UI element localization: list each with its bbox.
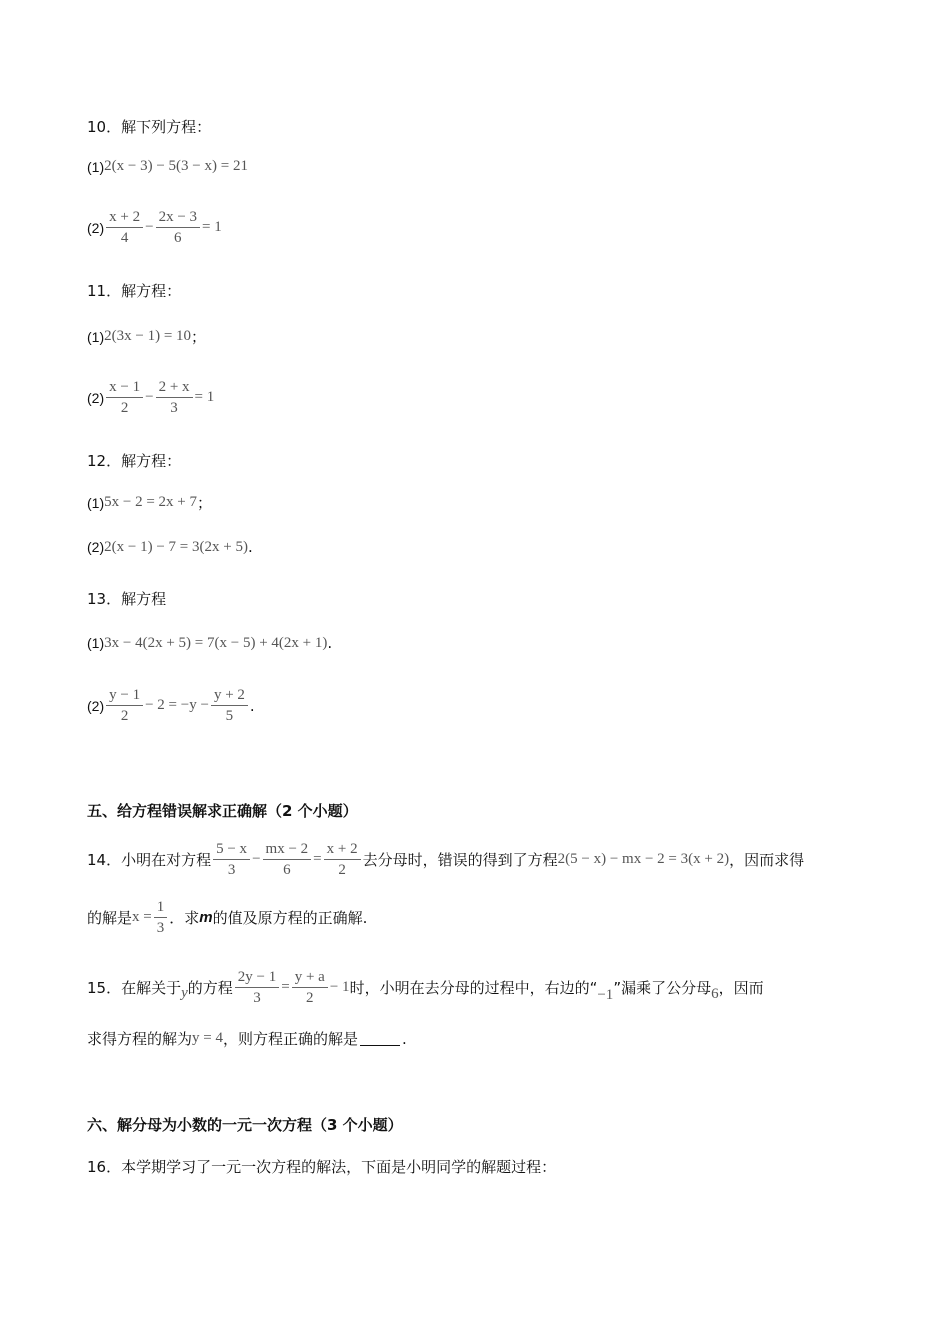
operator: = bbox=[313, 851, 322, 867]
q14-middle: 去分母时，错误的得到了方程 bbox=[362, 851, 558, 869]
fraction: $\frac{x - 1}{2}$ bbox=[106, 378, 143, 417]
fraction: $\frac{y + 2}{5}$ bbox=[211, 686, 248, 725]
q15-mid2: 时，小明在去分母的过程中，右边的“ bbox=[349, 979, 598, 997]
punctuation: ； bbox=[197, 494, 213, 512]
operator: − bbox=[252, 851, 261, 867]
fraction: $\frac{1}{3}$ bbox=[154, 898, 168, 937]
punctuation: . bbox=[402, 1029, 407, 1048]
q10-title: 10．解下列方程： bbox=[87, 118, 212, 136]
equation: 5x − 2 = 2x + 7 bbox=[104, 494, 198, 510]
variable-y: y bbox=[181, 985, 188, 1001]
equation-middle: − 2 = −y − bbox=[145, 697, 209, 713]
q11-part2 bbox=[87, 378, 214, 417]
fraction: $\frac{y + a}{2}$ bbox=[292, 968, 328, 1007]
part-label: (1) bbox=[87, 635, 105, 651]
punctuation: . bbox=[327, 634, 333, 652]
equation: 3x − 4(2x + 5) = 7(x − 5) + 4(2x + 1) bbox=[104, 634, 328, 651]
equation-tail: − 1 bbox=[329, 979, 350, 995]
q14-line2 bbox=[87, 898, 367, 937]
neg-one: −1 bbox=[597, 987, 614, 1003]
fraction: $\frac{5 - x}{3}$ bbox=[213, 840, 250, 879]
q15-line2-mid: ，则方程正确的解是 bbox=[222, 1030, 358, 1048]
q12-part1 bbox=[87, 492, 212, 513]
q14-line2-a: ．求 bbox=[169, 909, 200, 927]
q15-suffix: ，因而 bbox=[718, 979, 764, 997]
q15-line1 bbox=[87, 968, 764, 1007]
q13-part1 bbox=[87, 634, 332, 652]
q10-part2 bbox=[87, 208, 222, 247]
q10-part1 bbox=[87, 158, 248, 175]
punctuation: ； bbox=[191, 328, 207, 346]
q14-suffix: ，因而求得 bbox=[729, 851, 805, 869]
q13-title: 13．解方程 bbox=[87, 590, 167, 608]
q15-line2-prefix: 求得方程的解为 bbox=[87, 1030, 193, 1048]
q15-line2 bbox=[87, 1028, 407, 1049]
part-label: (1) bbox=[87, 158, 105, 175]
fraction: $\frac{x + 2}{4}$ bbox=[106, 208, 143, 247]
q16-text: 16．本学期学习了一元一次方程的解法，下面是小明同学的解题过程： bbox=[87, 1158, 557, 1176]
q11-title: 11．解方程： bbox=[87, 282, 182, 300]
fraction: $\frac{x + 2}{2}$ bbox=[324, 840, 361, 879]
part-label: (1) bbox=[87, 494, 105, 511]
section-heading: 五、给方程错误解求正确解（2 个小题） bbox=[87, 802, 358, 820]
fraction: $\frac{2x - 3}{6}$ bbox=[156, 208, 200, 247]
punctuation: . bbox=[247, 538, 253, 556]
q14-prefix: 14．小明在对方程 bbox=[87, 851, 212, 869]
wrong-solution: y = 4 bbox=[192, 1030, 223, 1046]
q15-mid3: ”漏乘了公分母 bbox=[613, 979, 712, 997]
q11-part1 bbox=[87, 326, 206, 347]
equation: 2(x − 1) − 7 = 3(2x + 5) bbox=[104, 538, 248, 555]
equation: 2(x − 3) − 5(3 − x) = 21 bbox=[104, 158, 248, 174]
answer-blank[interactable] bbox=[360, 1031, 400, 1046]
q14-line2-prefix: 的解是 bbox=[87, 909, 133, 927]
fraction: $\frac{y - 1}{2}$ bbox=[106, 686, 143, 725]
q14-line2-b: 的值及原方程的正确解. bbox=[212, 909, 368, 927]
variable-m: m bbox=[199, 909, 213, 926]
part-label: (2) bbox=[87, 539, 105, 555]
part-label: (2) bbox=[87, 389, 105, 406]
part-label: (2) bbox=[87, 697, 105, 714]
common-denominator: 6 bbox=[711, 986, 719, 1002]
section-heading: 六、解分母为小数的一元一次方程（3 个小题） bbox=[87, 1116, 403, 1134]
q12-title: 12．解方程： bbox=[87, 452, 182, 470]
fraction: $\frac{2 + x}{3}$ bbox=[156, 378, 193, 417]
q13-part2 bbox=[87, 686, 255, 725]
q14-line1 bbox=[87, 840, 804, 879]
part-label: (2) bbox=[87, 219, 105, 236]
q15-mid1: 的方程 bbox=[187, 979, 233, 997]
fraction: $\frac{mx - 2}{6}$ bbox=[263, 840, 312, 879]
fraction: $\frac{2y - 1}{3}$ bbox=[235, 968, 279, 1007]
wrong-equation: 2(5 − x) − mx − 2 = 3(x + 2) bbox=[557, 851, 730, 867]
solution-lhs: x = bbox=[132, 909, 152, 925]
equation-rhs: = 1 bbox=[194, 389, 215, 405]
operator: − bbox=[145, 389, 154, 405]
q12-part2 bbox=[87, 538, 253, 556]
equation: 2(3x − 1) = 10 bbox=[104, 328, 192, 344]
equation-rhs: = 1 bbox=[202, 219, 222, 235]
q15-prefix: 15．在解关于 bbox=[87, 979, 182, 997]
operator: = bbox=[281, 979, 290, 995]
punctuation: . bbox=[249, 696, 255, 715]
part-label: (1) bbox=[87, 328, 105, 345]
operator: − bbox=[145, 219, 154, 235]
